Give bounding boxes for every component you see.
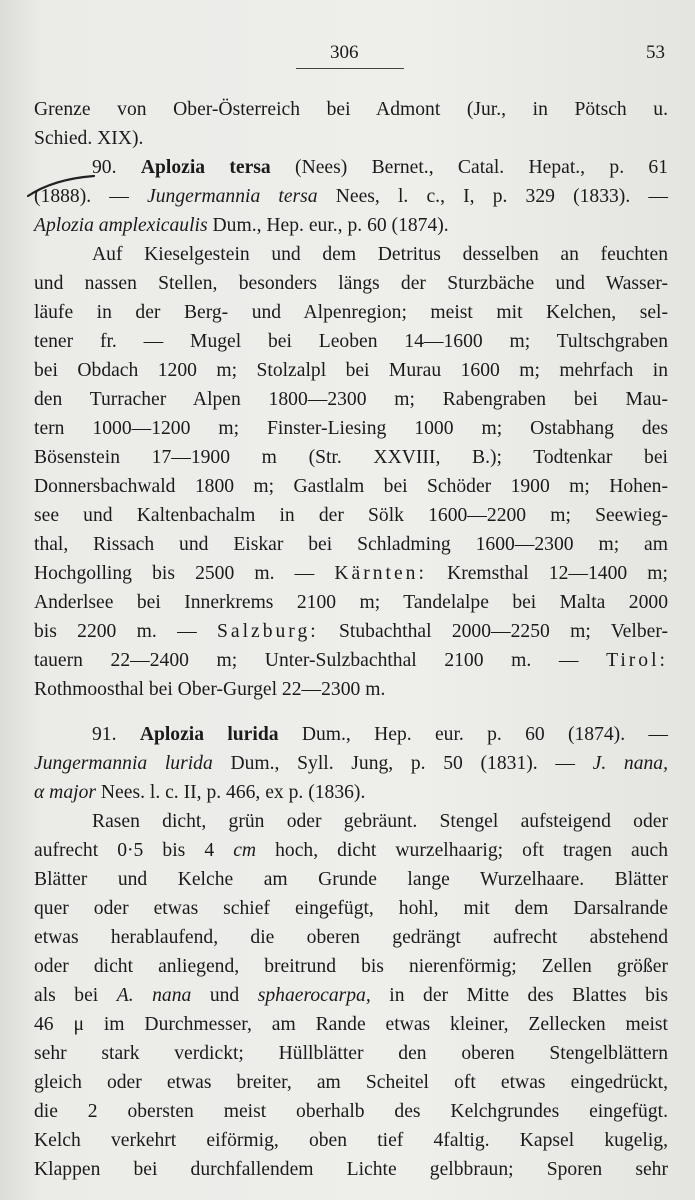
species-name: Aplozia tersa bbox=[140, 157, 271, 178]
text-line: 46 μ im Durchmesser, am Rande etwas kleiner, Zellecken meist bbox=[34, 1014, 668, 1035]
text-line: Bösenstein 17—1900 m (Str. XXVIII, B.); Todtenkar bei bbox=[34, 447, 668, 468]
species-ref: A. nana bbox=[116, 985, 192, 1006]
unit: cm bbox=[233, 840, 257, 861]
text-run: hoch, dicht wurzelhaarig; oft tragen auch bbox=[275, 840, 668, 861]
text-line: Grenze von Ober-Österreich bei Admont (Jur., in Pötsch u. bbox=[34, 99, 668, 120]
text-line bbox=[34, 646, 668, 675]
text-line bbox=[34, 617, 668, 646]
text-line bbox=[34, 559, 668, 588]
text-line: tener fr. — Mugel bei Leoben 14—1600 m; Tultschgraben bbox=[34, 331, 668, 352]
text-line: Klappen bei durchfallendem Lichte gelbbraun; Sporen sehr bbox=[34, 1159, 668, 1180]
text-line: und nassen Stellen, besonders längs der Sturzbäche und Wasser- bbox=[34, 273, 668, 294]
text-line: sehr stark verdickt; Hüllblätter den oberen Stengelblättern bbox=[34, 1043, 668, 1064]
text-line bbox=[34, 211, 668, 240]
text-line bbox=[34, 981, 668, 1010]
text-run: Kremsthal 12—1400 m; bbox=[447, 563, 668, 584]
species-name: Aplozia lurida bbox=[139, 724, 279, 745]
body-text bbox=[34, 95, 668, 1184]
text-run: Hochgolling bis 2500 m. — bbox=[34, 563, 315, 584]
region-label: Kärnten: bbox=[334, 563, 427, 584]
text-line: etwas herablaufend, die oberen gedrängt aufrecht abstehend bbox=[34, 927, 668, 948]
entry-90-heading bbox=[34, 153, 668, 182]
synonym: α major bbox=[34, 782, 96, 803]
citation: Dum., Syll. Jung, p. 50 (1831). — bbox=[230, 753, 575, 774]
text-line: läufe in der Berg- und Alpenregion; meist mit Kelchen, sel- bbox=[34, 302, 668, 323]
synonym: Jungermannia tersa bbox=[147, 186, 318, 207]
text-line: gleich oder etwas breiter, am Scheitel oft etwas eingedrückt, bbox=[34, 1072, 668, 1093]
text-line: Rothmoosthal bei Ober-Gurgel 22—2300 m. bbox=[34, 679, 386, 700]
text-line bbox=[34, 182, 668, 211]
text-run: Stubachthal 2000—2250 m; Velber- bbox=[339, 621, 668, 642]
region-label: Salzburg: bbox=[216, 621, 319, 642]
text-line: Anderlsee bei Innerkrems 2100 m; Tandelalpe bei Malta 2000 bbox=[34, 592, 668, 613]
text-line: die 2 obersten meist oberhalb des Kelchgrundes eingefügt. bbox=[34, 1101, 668, 1122]
text-line bbox=[34, 778, 668, 807]
entry-91-heading bbox=[34, 720, 668, 749]
text-line: Donnersbachwald 1800 m; Gastlalm bei Schöder 1900 m; Hohen- bbox=[34, 476, 668, 497]
text-run: aufrecht 0·5 bis 4 bbox=[34, 840, 215, 861]
text-run: tauern 22—2400 m; Unter-Sulzbachthal 2100 m. — bbox=[34, 650, 579, 671]
entry-number: 90. bbox=[92, 157, 117, 178]
text-line: Auf Kieselgestein und dem Detritus desselben an feuchten bbox=[92, 244, 668, 265]
header-rule bbox=[296, 68, 404, 69]
text-line: Blätter und Kelche am Grunde lange Wurzelhaare. Blätter bbox=[34, 869, 668, 890]
text-line: Schied. XIX). bbox=[34, 128, 144, 149]
text-line: see und Kaltenbachalm in der Sölk 1600—2200 m; Seewieg- bbox=[34, 505, 668, 526]
region-label: Tirol: bbox=[606, 650, 668, 671]
text-line: quer oder etwas schief eingefügt, hohl, mit dem Darsalrande bbox=[34, 898, 668, 919]
species-ref: sphaerocarpa, bbox=[257, 985, 371, 1006]
synonym: Aplozia amplexicaulis bbox=[34, 215, 208, 236]
text-line: oder dicht anliegend, breitrund bis nierenförmig; Zellen größer bbox=[34, 956, 668, 977]
text-line: bei Obdach 1200 m; Stolzalpl bei Murau 1600 m; mehrfach in bbox=[34, 360, 668, 381]
text-run: und bbox=[209, 985, 240, 1006]
page-number-right: 53 bbox=[646, 42, 665, 63]
synonym: J. nana, bbox=[592, 753, 668, 774]
text-line: den Turracher Alpen 1800—2300 m; Rabengraben bei Mau- bbox=[34, 389, 668, 410]
page-number-center: 306 bbox=[330, 42, 359, 63]
text-line: tern 1000—1200 m; Finster-Liesing 1000 m; Ostabhang des bbox=[34, 418, 668, 439]
citation: (1888). — bbox=[34, 186, 129, 207]
text-line: Kelch verkehrt eiförmig, oben tief 4faltig. Kapsel kugelig, bbox=[34, 1130, 668, 1151]
text-run: in der Mitte des Blattes bis bbox=[389, 985, 668, 1006]
entry-gap bbox=[34, 704, 668, 720]
citation: (Nees) Bernet., Catal. Hepat., p. 61 bbox=[295, 157, 668, 178]
citation: Nees. l. c. II, p. 466, ex p. (1836). bbox=[100, 782, 366, 803]
text-line: Rasen dicht, grün oder gebräunt. Stengel aufsteigend oder bbox=[92, 811, 668, 832]
text-run: als bei bbox=[34, 985, 99, 1006]
synonym: Jungermannia lurida bbox=[34, 753, 213, 774]
text-run: bis 2200 m. — bbox=[34, 621, 197, 642]
text-line bbox=[34, 836, 668, 865]
citation: Dum., Hep. eur. p. 60 (1874). — bbox=[301, 724, 668, 745]
text-line bbox=[34, 749, 668, 778]
citation: Nees, l. c., I, p. 329 (1833). — bbox=[335, 186, 668, 207]
citation: Dum., Hep. eur., p. 60 (1874). bbox=[212, 215, 449, 236]
text-line: thal, Rissach und Eiskar bei Schladming 1600—2300 m; am bbox=[34, 534, 668, 555]
entry-number: 91. bbox=[92, 724, 117, 745]
